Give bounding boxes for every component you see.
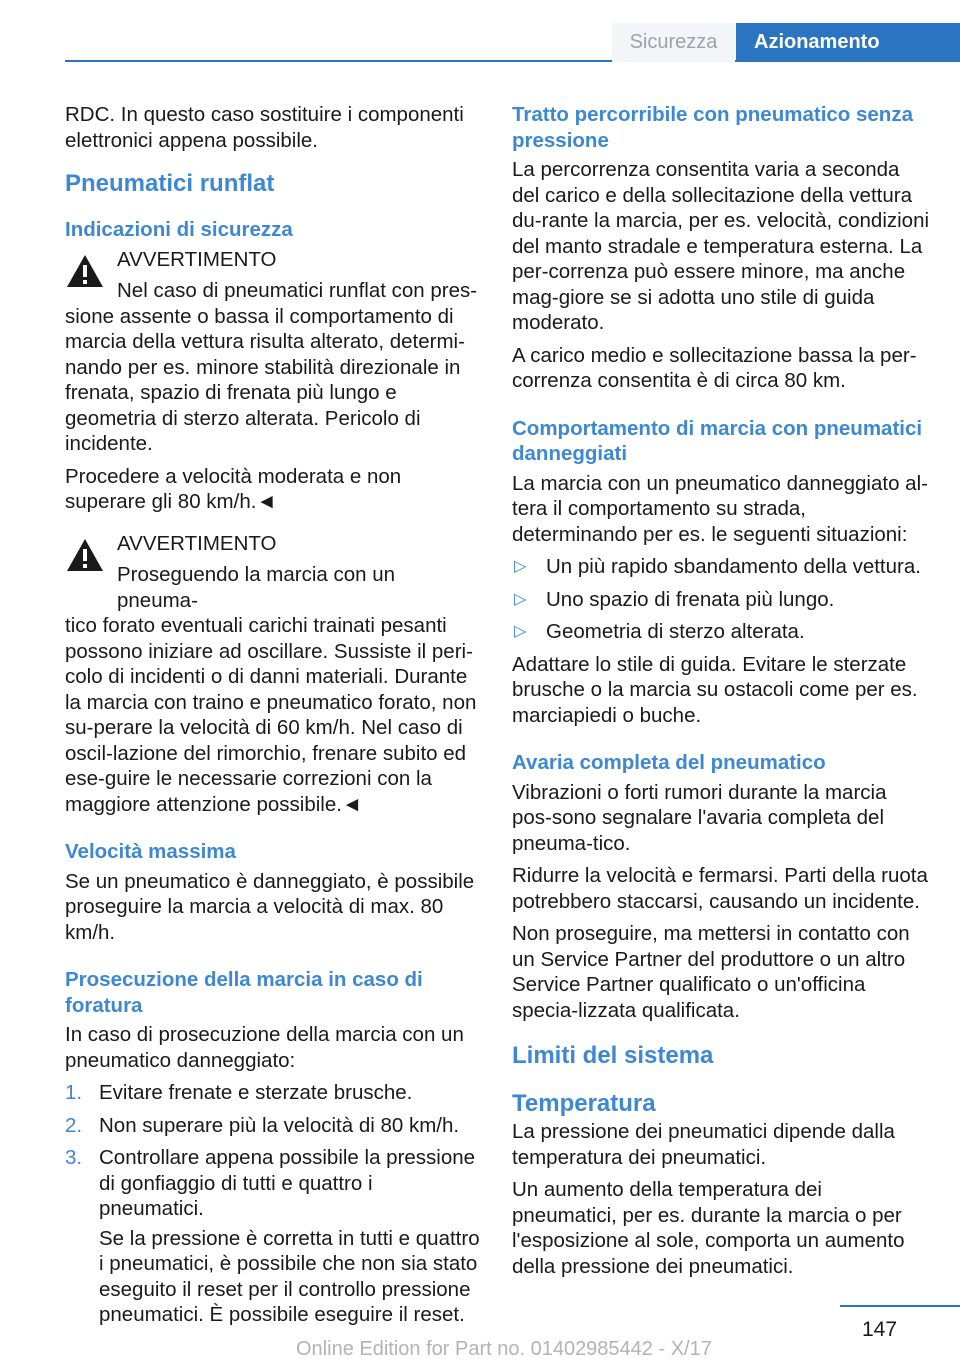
effects-list [512, 554, 932, 645]
range-text: A carico medio e sollecitazione bassa la per-correnza consentita è di circa 80 km. [512, 343, 917, 392]
warning-block [65, 531, 480, 818]
behavior-advice: Adattare lo stile di guida. Evitare le sterzate brusche o la marcia su ostacoli come per es. marciapiedi o buche. [512, 652, 918, 727]
max-speed-heading: Velocità massima [65, 840, 236, 863]
temperature-text: Un aumento della temperatura dei pneumatici, per es. durante la marcia o per l'esposizione al sole, comporta un aumento della pressione dei pneumatici. [512, 1178, 905, 1278]
puncture-heading: Prosecuzione della marcia in caso di foratura [65, 968, 423, 1017]
failure-heading: Avaria completa del pneumatico [512, 751, 826, 774]
warning-text: tico forato eventuali carichi trainati pesanti possono iniziare ad oscillare. Sussiste il peri-colo di incidenti o di danni materiali. Durante la marcia con traino e pneumatico forato, non su-perare la velocità di 60 km/h. Nel caso di oscil-lazione del rimorchio, frenare subito ed ese-guire le necessarie correzioni con la maggiore attenzione possibile.◄ [65, 614, 477, 816]
bullet-triangle-icon: ▷ [514, 558, 527, 575]
temperature-heading: Temperatura [512, 1090, 656, 1117]
list-item [512, 619, 932, 645]
list-item [65, 1080, 480, 1106]
warning-title: AVVERTIMENTO [117, 247, 277, 271]
list-item [512, 587, 932, 613]
range-heading: Tratto percorribile con pneumatico senza pressione [512, 103, 913, 152]
page-number: 147 [862, 1318, 898, 1341]
steps-list [65, 1080, 480, 1328]
edition-note: Online Edition for Part no. 01402985442 - X/17 [296, 1338, 712, 1360]
warning-first-line: Nel caso di pneumatici runflat con pres- [117, 279, 478, 302]
bullet-triangle-icon: ▷ [514, 623, 527, 640]
safety-heading: Indicazioni di sicurezza [65, 218, 293, 241]
failure-text: Ridurre la velocità e fermarsi. Parti della ruota potrebbero staccarsi, causando un incidente. [512, 864, 928, 913]
warning-title: AVVERTIMENTO [117, 531, 277, 555]
step-number: 1. [65, 1081, 83, 1104]
failure-text: Vibrazioni o forti rumori durante la marcia pos-sono segnalare l'avaria completa del pneuma-tico. [512, 780, 887, 855]
list-item-text: Uno spazio di frenata più lungo. [546, 587, 835, 611]
footer-rule [840, 1305, 960, 1307]
step-number: 2. [65, 1113, 83, 1137]
temperature-text: La pressione dei pneumatici dipende dalla temperatura dei pneumatici. [512, 1120, 895, 1169]
max-speed-text: Se un pneumatico è danneggiato, è possibile proseguire la marcia a velocità di max. 80 km/h. [65, 869, 475, 944]
limits-heading: Limiti del sistema [512, 1042, 714, 1069]
runflat-heading: Pneumatici runflat [65, 170, 275, 197]
warning-first-line: Proseguendo la marcia con un pneuma- [117, 563, 396, 612]
warning-block [65, 247, 480, 515]
range-text: La percorrenza consentita varia a seconda del carico e della sollecitazione della vettura du-rante la marcia, per es. velocità, condizioni del manto stradale e temperatura esterna. La per-correnza può essere minore, ma anche mag-giore se si adotta uno stile di guida moderato. [512, 158, 930, 334]
bullet-triangle-icon: ▷ [514, 590, 527, 608]
step-text: Controllare appena possibile la pressione di gonfiaggio di tutti e quattro i pneumatici. [99, 1146, 476, 1220]
step-number: 3. [65, 1146, 83, 1169]
warning-action: Procedere a velocità moderata e non superare gli 80 km/h.◄ [65, 464, 402, 513]
right-column [512, 102, 932, 1286]
failure-text: Non proseguire, ma mettersi in contatto con un Service Partner del produttore o un altro Service Partner qualificato o un'officina specia-lizzata qualificata. [512, 922, 910, 1022]
left-column [65, 102, 480, 1335]
step-text: Evitare frenate e sterzate brusche. [99, 1081, 413, 1104]
list-item [512, 554, 932, 580]
behavior-heading: Comportamento di marcia con pneumatici danneggiati [512, 416, 923, 465]
step-text: Non superare più la velocità di 80 km/h. [99, 1113, 460, 1137]
list-item-text: Un più rapido sbandamento della vettura. [546, 555, 921, 578]
tab-section[interactable]: Sicurezza [612, 23, 735, 62]
list-item [65, 1145, 480, 1328]
puncture-text: In caso di prosecuzione della marcia con un pneumatico danneggiato: [65, 1023, 464, 1072]
list-item [65, 1113, 480, 1139]
intro-text: RDC. In questo caso sostituire i componenti elettronici appena possibile. [65, 103, 464, 152]
tab-chapter[interactable]: Azionamento [736, 23, 960, 62]
warning-text: sione assente o bassa il comportamento di marcia della vettura risulta alterato, determi-nando per es. minore stabilità direzionale in frenata, spazio di frenata più lungo e geometria di sterzo alterata. Pericolo di incidente. [65, 304, 465, 455]
behavior-text: La marcia con un pneumatico danneggiato al-tera il comportamento su strada, determinando per es. le seguenti situazioni: [512, 471, 928, 546]
step-subtext: Se la pressione è corretta in tutti e quattro i pneumatici, è possibile che non sia stato eseguito il reset per il controllo pressione pneumatici. È possibile eseguire il reset. [99, 1226, 480, 1326]
warning-icon [65, 537, 105, 573]
warning-icon [65, 253, 105, 289]
list-item-text: Geometria di sterzo alterata. [546, 620, 805, 643]
